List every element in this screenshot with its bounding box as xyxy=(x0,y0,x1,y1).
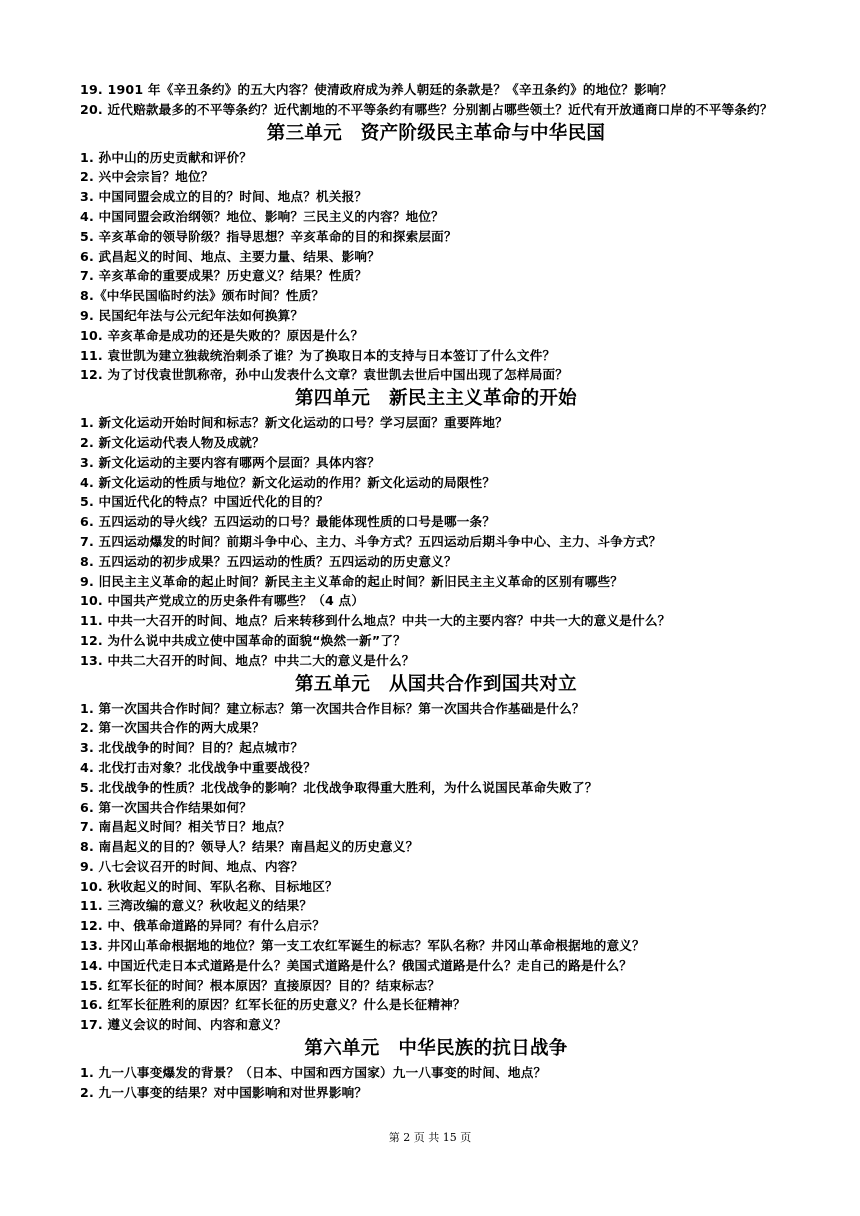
list-item: 15. 红军长征的时间？根本原因？直接原因？目的？结束标志？ xyxy=(80,977,441,993)
list-item: 1. 九一八事变爆发的背景？（日本、中国和西方国家）九一八事变的时间、地点？ xyxy=(80,1065,547,1081)
list-item: 17. 遵义会议的时间、内容和意义？ xyxy=(80,1017,287,1033)
list-item: 11. 三湾改编的意义？秋收起义的结果？ xyxy=(80,898,313,914)
list-item: 19. 1901 年《辛丑条约》的五大内容？使清政府成为养人朝廷的条款是？《辛丑条约》的地位？影响？ xyxy=(80,82,673,97)
list-item: 11. 袁世凯为建立独裁统治刺杀了谁？为了换取日本的支持与日本签订了什么文件？ xyxy=(80,347,556,363)
list-item: 13. 中共二大召开的时间、地点？中共二大的意义是什么？ xyxy=(80,652,415,668)
list-item: 10. 辛亥革命是成功的还是失败的？原因是什么？ xyxy=(80,327,364,343)
list-item: 6. 五四运动的导火线？五四运动的口号？最能体现性质的口号是哪一条？ xyxy=(80,514,496,530)
list-item: 16. 红军长征胜利的原因？红军长征的历史意义？什么是长征精神？ xyxy=(80,997,466,1013)
unit-heading: 第四单元 新民主主义革命的开始 xyxy=(294,388,577,410)
list-item: 4. 新文化运动的性质与地位？新文化运动的作用？新文化运动的局限性？ xyxy=(80,474,496,490)
list-item: 10. 中国共产党成立的历史条件有哪些？（4 点） xyxy=(80,593,365,609)
list-item: 4. 中国同盟会政治纲领？地位、影响？三民主义的内容？地位？ xyxy=(80,208,444,224)
list-item: 4. 北伐打击对象？北伐战争中重要战役？ xyxy=(80,759,317,775)
list-item: 1. 孙中山的历史贡献和评价？ xyxy=(80,149,253,165)
list-item: 13. 井冈山革命根据地的地位？第一支工农红军诞生的标志？军队名称？井冈山革命根据地的意义？ xyxy=(80,938,645,954)
list-item: 9. 旧民主主义革命的起止时间？新民主主义革命的起止时间？新旧民主主义革命的区别有哪些？ xyxy=(80,573,624,589)
list-item: 5. 辛亥革命的领导阶级？指导思想？辛亥革命的目的和探索层面？ xyxy=(80,228,457,244)
list-item: 12. 中、俄革命道路的异同？有什么启示？ xyxy=(80,918,325,934)
list-item: 2. 新文化运动代表人物及成就？ xyxy=(80,434,265,450)
list-item: 1. 第一次国共合作时间？建立标志？第一次国共合作目标？第一次国共合作基础是什么？ xyxy=(80,700,585,716)
list-item: 12. 为了讨伐袁世凯称帝，孙中山发表什么文章？袁世凯去世后中国出现了怎样局面？ xyxy=(80,367,569,383)
list-item: 8.《中华民国临时约法》颁布时间？性质？ xyxy=(80,288,325,304)
list-item: 3. 中国同盟会成立的目的？时间、地点？机关报？ xyxy=(80,189,368,205)
unit-heading: 第五单元 从国共合作到国共对立 xyxy=(294,673,577,695)
list-item: 1. 新文化运动开始时间和标志？新文化运动的口号？学习层面？重要阵地？ xyxy=(80,415,508,431)
list-item: 6. 第一次国共合作结果如何？ xyxy=(80,799,253,815)
question-list xyxy=(80,80,792,1103)
list-item: 9. 八七会议召开的时间、地点、内容？ xyxy=(80,858,304,874)
list-item: 2. 第一次国共合作的两大成果？ xyxy=(80,720,265,736)
list-item: 7. 辛亥革命的重要成果？历史意义？结果？性质？ xyxy=(80,268,368,284)
list-item: 2. 兴中会宗旨？地位？ xyxy=(80,169,214,185)
list-item: 7. 五四运动爆发的时间？前期斗争中心、主力、斗争方式？五四运动后期斗争中心、主力、斗争方式？ xyxy=(80,533,662,549)
list-item: 7. 南昌起义时间？相关节日？地点？ xyxy=(80,819,291,835)
list-item: 20. 近代赔款最多的不平等条约？近代割地的不平等条约有哪些？分别割占哪些领土？近代有开放通商口岸的不平等条约？ xyxy=(80,101,773,117)
list-item: 11. 中共一大召开的时间、地点？后来转移到什么地点？中共一大的主要内容？中共一大的意义是什么？ xyxy=(80,613,671,629)
list-item: 5. 北伐战争的性质？北伐战争的影响？北伐战争取得重大胜利，为什么说国民革命失败了？ xyxy=(80,779,598,795)
list-item: 8. 南昌起义的目的？领导人？结果？南昌起义的历史意义？ xyxy=(80,839,419,855)
list-item: 9. 民国纪年法与公元纪年法如何换算？ xyxy=(80,307,304,323)
list-item: 3. 北伐战争的时间？目的？起点城市？ xyxy=(80,740,304,756)
list-item: 3. 新文化运动的主要内容有哪两个层面？具体内容？ xyxy=(80,454,380,470)
unit-heading: 第六单元 中华民族的抗日战争 xyxy=(304,1038,568,1060)
list-item: 14. 中国近代走日本式道路是什么？美国式道路是什么？俄国式道路是什么？走自己的路是什么？ xyxy=(80,957,633,973)
list-item: 8. 五四运动的初步成果？五四运动的性质？五四运动的历史意义？ xyxy=(80,553,457,569)
list-item: 6. 武昌起义的时间、地点、主要力量、结果、影响？ xyxy=(80,248,380,264)
page-number-footer: 第 2 页 共 15 页 xyxy=(388,1131,472,1144)
list-item: 12. 为什么说中共成立使中国革命的面貌“焕然一新”了？ xyxy=(80,632,406,648)
list-item: 10. 秋收起义的时间、军队名称、目标地区？ xyxy=(80,878,338,894)
list-item: 2. 九一八事变的结果？对中国影响和对世界影响？ xyxy=(80,1084,368,1100)
list-item: 5. 中国近代化的特点？中国近代化的目的？ xyxy=(80,494,329,510)
unit-heading: 第三单元 资产阶级民主革命与中华民国 xyxy=(266,122,606,144)
